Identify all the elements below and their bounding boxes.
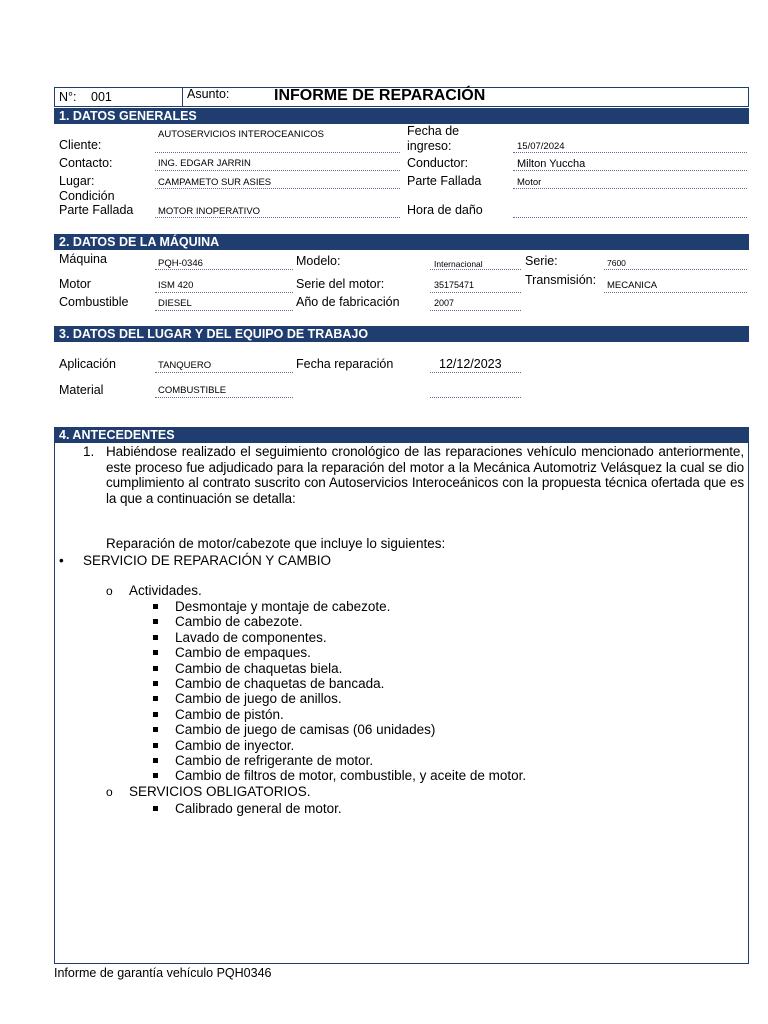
fecha-reparacion-underline [430,372,521,373]
service-title: SERVICIO DE REPARACIÓN Y CAMBIO [83,553,332,568]
activity-item: Cambio de refrigerante de motor. [150,753,740,768]
fecha-ingreso-label-2: ingreso: [407,139,452,153]
document-title: INFORME DE REPARACIÓN [274,87,486,104]
activity-item: Cambio de chaquetas de bancada. [150,676,740,691]
motor-underline [155,292,293,293]
activity-item: Cambio de juego de camisas (06 unidades) [150,722,740,737]
material-underline [155,397,293,398]
material-value: COMBUSTIBLE [158,385,227,396]
footer-text: Informe de garantía vehículo PQH0346 [54,966,272,980]
section-1-header: 1. DATOS GENERALES [54,108,749,124]
condicion-label-2: Parte Fallada [59,203,134,217]
cliente-underline [155,152,400,153]
activity-item: Cambio de filtros de motor, combustible, y aceite de motor. [150,768,740,783]
parte-fallada-label: Parte Fallada [407,174,482,188]
fecha-ingreso-label-1: Fecha de [407,124,460,138]
conductor-value: Milton Yuccha [517,158,586,170]
maquina-value: PQH-0346 [158,258,203,269]
header-divider [182,87,183,107]
activity-item: Lavado de componentes. [150,630,740,645]
fecha-ingreso-value: 15/07/2024 [517,141,565,152]
transmision-label: Transmisión: [525,273,597,287]
aplicacion-underline [155,372,293,373]
mandatory-list [150,801,740,816]
motor-value: ISM 420 [158,280,194,291]
motor-label: Motor [59,277,91,291]
mandatory-bullet: o [106,785,113,799]
combustible-value: DIESEL [158,298,192,309]
service-bullet: • [59,553,64,568]
conductor-label: Conductor: [407,156,469,170]
maquina-label: Máquina [59,252,107,266]
aplicacion-label: Aplicación [59,357,116,371]
activities-title: Actividades. [129,583,202,598]
condicion-value: MOTOR INOPERATIVO [158,206,261,217]
lugar-value: CAMPAMETO SUR ASIES [158,177,272,188]
aplicacion-value: TANQUERO [158,360,212,371]
modelo-value: Internacional [434,259,483,269]
serie-value: 7600 [607,258,626,268]
transmision-value: MECANICA [607,280,658,291]
cliente-label: Cliente: [59,138,102,152]
modelo-underline [430,269,521,270]
section-2-header: 2. DATOS DE LA MÁQUINA [54,234,749,250]
combustible-underline [155,310,293,311]
intro-text: Reparación de motor/cabezote que incluye lo siguientes: [106,536,446,551]
anio-fabricacion-label: Año de fabricación [296,295,400,309]
transmision-underline [604,292,747,293]
fecha-reparacion-label: Fecha reparación [296,357,394,371]
modelo-label: Modelo: [296,254,341,268]
serie-motor-label: Serie del motor: [296,277,385,291]
hora-dano-underline [513,217,747,218]
serie-motor-underline [430,292,521,293]
maquina-underline [155,269,293,270]
condicion-label-1: Condición [59,189,115,203]
mandatory-title: SERVICIOS OBLIGATORIOS. [129,784,311,799]
antecedentes-paragraph: Habiéndose realizado el seguimiento cronológico de las reparaciones vehículo mencionado anteriormente, este proceso fue adjudicado para la reparación del motor a la Mecánica Automotriz Velásquez la cual se dio cumplimiento al contrato suscrito con Autoservicios Interoceánicos con la propuesta técnica ofertada que es la que a continuación se detalla: [106,444,744,506]
fecha-ingreso-underline [513,152,747,153]
conductor-underline [513,170,747,171]
activity-item: Desmontaje y montaje de cabezote. [150,599,740,614]
section-3-header: 3. DATOS DEL LUGAR Y DEL EQUIPO DE TRABAJO [54,326,749,342]
extra-underline [430,397,521,398]
subject-label: Asunto: [187,87,230,101]
section-4-header: 4. ANTECEDENTES [54,427,749,443]
serie-underline [604,269,747,270]
hora-dano-label: Hora de daño [407,203,483,217]
parte-fallada-underline [513,188,747,189]
activity-item: Cambio de chaquetas biela. [150,661,740,676]
activity-item: Cambio de pistón. [150,707,740,722]
anio-fabricacion-underline [430,310,521,311]
serie-motor-value: 35175471 [434,280,475,290]
mandatory-item: Calibrado general de motor. [150,801,740,816]
activity-item: Cambio de inyector. [150,738,740,753]
material-label: Material [59,383,104,397]
activity-item: Cambio de juego de anillos. [150,691,740,706]
fecha-reparacion-value: 12/12/2023 [439,357,502,371]
lugar-underline [155,188,400,189]
lugar-label: Lugar: [59,174,95,188]
anio-fabricacion-value: 2007 [434,298,455,308]
contacto-label: Contacto: [59,156,113,170]
serie-label: Serie: [525,254,558,268]
activities-bullet: o [106,584,113,598]
activity-item: Cambio de cabezote. [150,614,740,629]
contacto-underline [155,170,400,171]
activity-item: Cambio de empaques. [150,645,740,660]
paragraph-number: 1. [83,444,95,459]
contacto-value: ING. EDGAR JARRIN [158,158,251,169]
parte-fallada-value: Motor [517,177,542,188]
activities-list [150,599,740,784]
condicion-underline [155,217,400,218]
cliente-value: AUTOSERVICIOS INTEROCEANICOS [158,129,324,140]
combustible-label: Combustible [59,295,129,309]
number-label: N°: [59,90,77,104]
number-value: 001 [91,90,112,104]
